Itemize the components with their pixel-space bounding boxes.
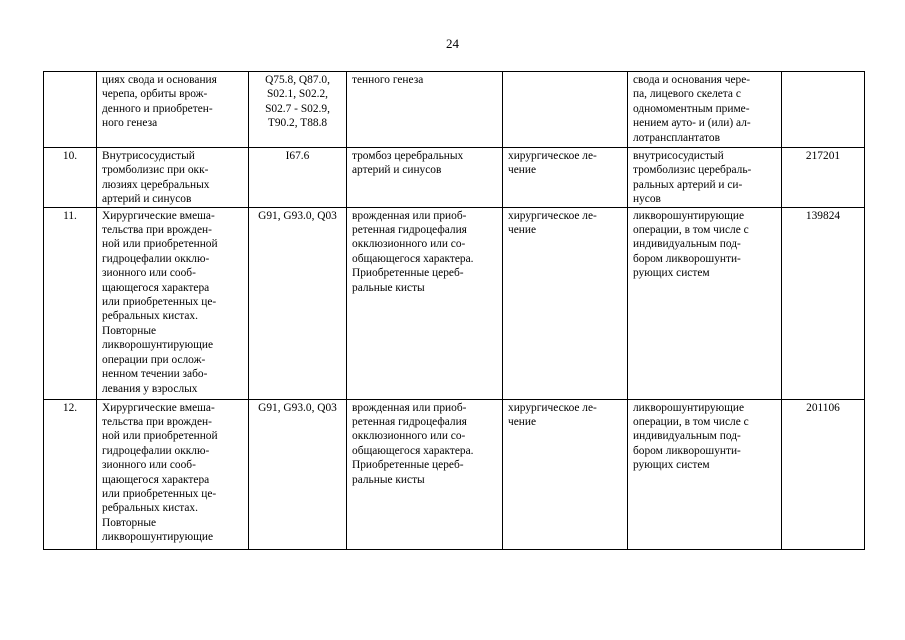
- icd-codes-cell: G91, G93.0, Q03: [249, 399, 347, 549]
- care-name-cell: Внутрисосудистый тромболизис при окк- люзиях церебральных артерий и синусов: [97, 148, 249, 208]
- care-name-cell: Хирургические вмеша- тельства при врожден- ной или приобретенной гидроцефалии окклю- зионного или сооб- щающегося характера или приобретенных це- ребральных кистах. Повторные ликворошунтирующие операции при ослож- ненном течении забо- левания у взрослых: [97, 207, 249, 399]
- price-cell: 139824: [782, 207, 865, 399]
- patient-model-cell: врожденная или приоб- ретенная гидроцефалия окклюзионного или со- общающегося характера. Приобретенные цереб- ральные кисты: [347, 399, 503, 549]
- treatment-type-cell: хирургическое ле- чение: [503, 399, 628, 549]
- treatment-type-cell: хирургическое ле- чение: [503, 148, 628, 208]
- patient-model-cell: тромбоз церебральных артерий и синусов: [347, 148, 503, 208]
- icd-codes-cell: I67.6: [249, 148, 347, 208]
- treatment-method-cell: ликворошунтирующие операции, в том числе с индивидуальным под- бором ликворошунти- рующих систем: [628, 207, 782, 399]
- patient-model-cell: тенного генеза: [347, 72, 503, 148]
- care-name-cell: циях свода и основания черепа, орбиты врож- денного и приобретен- ного генеза: [97, 72, 249, 148]
- price-cell: 217201: [782, 148, 865, 208]
- medical-care-table: [43, 71, 865, 550]
- price-cell: [782, 72, 865, 148]
- treatment-type-cell: хирургическое ле- чение: [503, 207, 628, 399]
- row-number: [44, 72, 97, 148]
- treatment-method-cell: свода и основания чере- па, лицевого скелета с одномоментным приме- нением ауто- и (или) ал- лотрансплантатов: [628, 72, 782, 148]
- table-row: [44, 207, 865, 399]
- row-number: 10.: [44, 148, 97, 208]
- table-row: [44, 72, 865, 148]
- patient-model-cell: врожденная или приоб- ретенная гидроцефалия окклюзионного или со- общающегося характера. Приобретенные цереб- ральные кисты: [347, 207, 503, 399]
- row-number: 11.: [44, 207, 97, 399]
- treatment-method-cell: внутрисосудистый тромболизис церебраль- ральных артерий и си- нусов: [628, 148, 782, 208]
- icd-codes-cell: G91, G93.0, Q03: [249, 207, 347, 399]
- price-cell: 201106: [782, 399, 865, 549]
- page-number: 24: [446, 36, 459, 51]
- treatment-type-cell: [503, 72, 628, 148]
- table-row: [44, 148, 865, 208]
- care-name-cell: Хирургические вмеша- тельства при врожден- ной или приобретенной гидроцефалии окклю- зионного или сооб- щающегося характера или приобретенных це- ребральных кистах. Повторные ликворошунтирующие: [97, 399, 249, 549]
- icd-codes-cell: Q75.8, Q87.0, S02.1, S02.2, S02.7 - S02.9, T90.2, T88.8: [249, 72, 347, 148]
- treatment-method-cell: ликворошунтирующие операции, в том числе с индивидуальным под- бором ликворошунти- рующих систем: [628, 399, 782, 549]
- row-number: 12.: [44, 399, 97, 549]
- table-row: [44, 399, 865, 549]
